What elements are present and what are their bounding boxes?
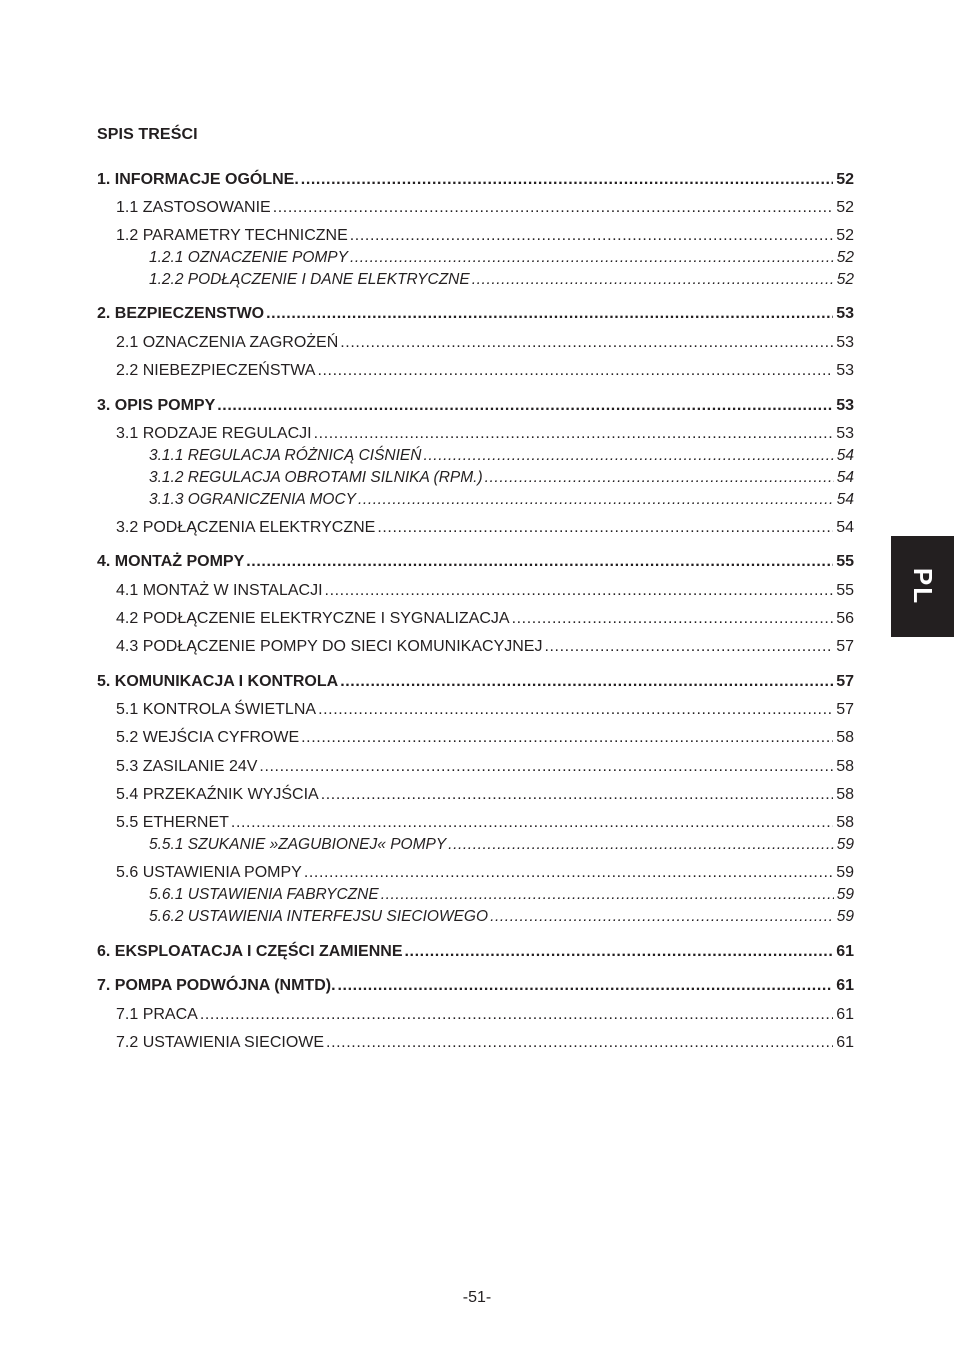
toc-entry-level-3	[149, 270, 854, 290]
toc-dot-leader	[314, 424, 834, 444]
toc-entry-level-2	[116, 813, 854, 833]
toc-entry-page: 53	[836, 305, 854, 322]
toc-entry-page: 59	[836, 864, 854, 881]
toc-dot-leader	[423, 446, 833, 466]
toc-entry-page: 59	[836, 886, 854, 903]
toc-dot-leader	[317, 361, 833, 381]
toc-entry-page: 59	[836, 908, 854, 925]
toc-entry-page: 57	[836, 638, 854, 655]
toc-entry-level-3	[149, 885, 854, 905]
toc-entry-level-2	[116, 226, 854, 246]
toc-entry-title: 5.2 WEJŚCIA CYFROWE	[116, 729, 300, 746]
toc-entry-level-2	[116, 198, 854, 218]
toc-dot-leader	[259, 757, 833, 777]
toc-dot-leader	[273, 198, 834, 218]
toc-dot-leader	[485, 468, 834, 488]
toc-entry-page: 61	[836, 1006, 854, 1023]
toc-entry-page: 61	[836, 1034, 854, 1051]
toc-entry-level-3	[149, 248, 854, 268]
toc-entry-title: 5. KOMUNIKACJA I KONTROLA	[97, 673, 339, 690]
toc-entry-title: 1.2 PARAMETRY TECHNICZNE	[116, 227, 348, 244]
toc-entry-page: 58	[836, 729, 854, 746]
toc-entry-title: 1.2.1 OZNACZENIE POMPY	[149, 249, 348, 266]
toc-entry-page: 59	[836, 836, 854, 853]
toc-entry-title: 2. BEZPIECZENSTWO	[97, 305, 265, 322]
toc-entry-page: 55	[836, 553, 854, 570]
toc-dot-leader	[340, 672, 833, 692]
toc-entry-level-2	[116, 581, 854, 601]
toc-entry-level-3	[149, 835, 854, 855]
toc-entry-page: 52	[836, 249, 854, 266]
toc-entry-page: 61	[836, 943, 854, 960]
toc-entry-page: 52	[836, 199, 854, 216]
toc-entry-level-2	[116, 1033, 854, 1053]
toc-entry-level-1	[97, 170, 854, 190]
toc-entry-title: 3.1.3 OGRANICZENIA MOCY	[149, 491, 356, 508]
toc-heading: SPIS TREŚCI	[97, 126, 198, 143]
toc-entry-title: 3.1.1 REGULACJA RÓŻNICĄ CIŚNIEŃ	[149, 447, 422, 464]
toc-entry-title: 4.2 PODŁĄCZENIE ELEKTRYCZNE I SYGNALIZACJA	[116, 610, 510, 627]
toc-dot-leader	[340, 333, 833, 353]
toc-entry-title: 2.2 NIEBEZPIECZEŃSTWA	[116, 362, 316, 379]
toc-dot-leader	[301, 170, 833, 190]
toc-dot-leader	[512, 609, 834, 629]
toc-entry-level-2	[116, 361, 854, 381]
toc-entry-title: 3.2 PODŁĄCZENIA ELEKTRYCZNE	[116, 519, 376, 536]
toc-entry-level-2	[116, 1005, 854, 1025]
toc-entry-page: 55	[836, 582, 854, 599]
toc-dot-leader	[490, 907, 834, 927]
toc-entry-page: 53	[836, 397, 854, 414]
toc-entry-title: 7.1 PRACA	[116, 1006, 198, 1023]
toc-dot-leader	[448, 835, 834, 855]
toc-entry-page: 53	[836, 334, 854, 351]
toc-entry-page: 57	[836, 673, 854, 690]
toc-dot-leader	[200, 1005, 833, 1025]
language-tab	[891, 536, 954, 637]
language-tab-label: PL	[907, 567, 938, 606]
page-number: -51-	[462, 1289, 492, 1306]
toc-entry-level-2	[116, 518, 854, 538]
toc-entry-title: 7. POMPA PODWÓJNA (NMTD).	[97, 977, 336, 994]
toc-entry-title: 3. OPIS POMPY	[97, 397, 216, 414]
toc-entry-level-1	[97, 396, 854, 416]
toc-entry-level-2	[116, 728, 854, 748]
toc-entry-level-3	[149, 907, 854, 927]
toc-dot-leader	[358, 490, 834, 510]
toc-entry-page: 61	[836, 977, 854, 994]
toc-entry-page: 58	[836, 814, 854, 831]
toc-entry-page: 53	[836, 425, 854, 442]
toc-entry-page: 52	[836, 171, 854, 188]
toc-dot-leader	[350, 226, 833, 246]
toc-dot-leader	[321, 785, 833, 805]
toc-dot-leader	[325, 581, 834, 601]
toc-entry-level-2	[116, 637, 854, 657]
toc-entry-page: 56	[836, 610, 854, 627]
toc-entry-title: 7.2 USTAWIENIA SIECIOWE	[116, 1034, 325, 1051]
toc-entry-page: 54	[836, 447, 854, 464]
toc-entry-page: 52	[836, 271, 854, 288]
toc-dot-leader	[231, 813, 833, 833]
toc-dot-leader	[304, 863, 833, 883]
toc-dot-leader	[472, 270, 834, 290]
toc-entry-page: 53	[836, 362, 854, 379]
toc-entry-title: 2.1 OZNACZENIA ZAGROŻEŃ	[116, 334, 339, 351]
toc-entry-page: 58	[836, 758, 854, 775]
toc-entry-title: 5.6 USTAWIENIA POMPY	[116, 864, 302, 881]
toc-entry-title: 4.1 MONTAŻ W INSTALACJI	[116, 582, 323, 599]
toc-entry-level-1	[97, 976, 854, 996]
toc-entry-title: 5.6.2 USTAWIENIA INTERFEJSU SIECIOWEGO	[149, 908, 489, 925]
toc-entry-level-2	[116, 424, 854, 444]
toc-entry-title: 1. INFORMACJE OGÓLNE.	[97, 171, 299, 188]
toc-dot-leader	[350, 248, 834, 268]
toc-entry-page: 57	[836, 701, 854, 718]
toc-entry-level-2	[116, 609, 854, 629]
toc-dot-leader	[377, 518, 833, 538]
toc-entry-title: 1.1 ZASTOSOWANIE	[116, 199, 271, 216]
toc-entry-level-1	[97, 304, 854, 324]
toc-entry-page: 58	[836, 786, 854, 803]
toc-entry-level-1	[97, 942, 854, 962]
toc-entry-page: 54	[836, 491, 854, 508]
toc-entry-level-1	[97, 552, 854, 572]
toc-dot-leader	[326, 1033, 833, 1053]
toc-entry-title: 5.6.1 USTAWIENIA FABRYCZNE	[149, 886, 379, 903]
toc-entry-title: 5.3 ZASILANIE 24V	[116, 758, 258, 775]
toc-entry-level-2	[116, 333, 854, 353]
toc-entry-level-2	[116, 757, 854, 777]
toc-entry-page: 52	[836, 227, 854, 244]
toc-entry-title: 3.1 RODZAJE REGULACJI	[116, 425, 312, 442]
toc-dot-leader	[246, 552, 833, 572]
toc-entry-level-2	[116, 785, 854, 805]
toc-entry-level-3	[149, 468, 854, 488]
toc-entry-level-3	[149, 446, 854, 466]
toc-entry-title: 5.4 PRZEKAŹNIK WYJŚCIA	[116, 786, 319, 803]
toc-dot-leader	[381, 885, 834, 905]
toc-entry-title: 4.3 PODŁĄCZENIE POMPY DO SIECI KOMUNIKACYJNEJ	[116, 638, 543, 655]
toc-entry-title: 1.2.2 PODŁĄCZENIE I DANE ELEKTRYCZNE	[149, 271, 470, 288]
toc-entry-title: 5.5.1 SZUKANIE »ZAGUBIONEJ« POMPY	[149, 836, 447, 853]
toc-entry-title: 5.5 ETHERNET	[116, 814, 229, 831]
toc-entry-level-1	[97, 672, 854, 692]
toc-entry-title: 4. MONTAŻ POMPY	[97, 553, 245, 570]
toc-dot-leader	[217, 396, 833, 416]
toc-entry-level-2	[116, 700, 854, 720]
toc-dot-leader	[405, 942, 834, 962]
toc-dot-leader	[266, 304, 833, 324]
toc-dot-leader	[338, 976, 834, 996]
toc-entry-level-3	[149, 490, 854, 510]
toc-entry-level-2	[116, 863, 854, 883]
toc-entry-title: 3.1.2 REGULACJA OBROTAMI SILNIKA (RPM.)	[149, 469, 483, 486]
toc-dot-leader	[318, 700, 833, 720]
toc-entry-title: 5.1 KONTROLA ŚWIETLNA	[116, 701, 317, 718]
toc-entry-title: 6. EKSPLOATACJA I CZĘŚCI ZAMIENNE	[97, 943, 403, 960]
toc-dot-leader	[544, 637, 833, 657]
toc-entry-page: 54	[836, 519, 854, 536]
toc-entry-page: 54	[836, 469, 854, 486]
toc-dot-leader	[301, 728, 833, 748]
